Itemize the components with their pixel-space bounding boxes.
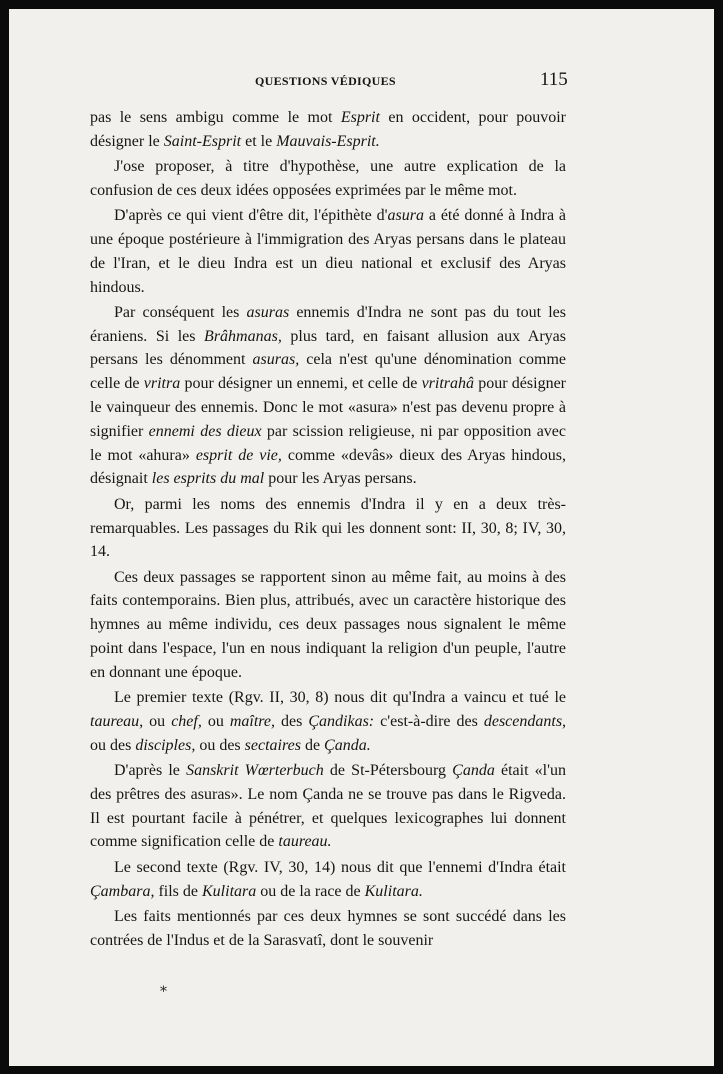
text-run: ennemis d'Indra ne sont pas du tout les éraniens. Si les: [90, 303, 567, 345]
italic-term: Kulitara: [202, 882, 257, 900]
text-run: Le second texte (Rgv. IV, 30, 14) nous dit que l'ennemi d'Indra était: [114, 858, 566, 876]
paragraph: [90, 759, 566, 854]
text-run: ou des: [195, 736, 245, 754]
text-run: par scission religieuse, ni par opposition avec le mot «ahura»: [90, 422, 566, 464]
text-run: ou de la race de: [256, 882, 365, 900]
body-text: [90, 106, 566, 954]
footer-ornament: *: [160, 984, 167, 1000]
italic-term: chef,: [171, 712, 202, 730]
text-run: D'après le: [114, 762, 187, 780]
italic-term: taureau.: [278, 833, 332, 851]
text-run: ou: [143, 712, 172, 730]
page-header: [9, 69, 714, 93]
italic-term: taureau,: [90, 712, 144, 730]
italic-term: Çanda: [452, 762, 495, 780]
italic-term: maître,: [229, 712, 276, 730]
text-run: ou: [201, 712, 230, 730]
text-run: pas le sens ambigu comme le mot: [90, 109, 341, 126]
italic-term: esprit de vie,: [195, 446, 282, 464]
italic-term: descendants,: [483, 712, 567, 730]
italic-term: Mauvais-Esprit.: [276, 132, 380, 150]
text-run: a été donné à Indra à une époque postérieure à l'immigration des Aryas persans dans le plateau de l'Iran, et le dieu Indra est un dieu national et exclusif des Aryas hindous.: [90, 207, 567, 296]
italic-term: Çambara,: [90, 882, 155, 900]
italic-term: disciples,: [135, 736, 196, 754]
text-run: pour désigner le vainqueur des ennemis. Donc le mot «asura» n'est pas devenu propre à signifier: [90, 375, 567, 440]
italic-term: vritrahâ: [421, 375, 475, 393]
text-run: en occident, pour pouvoir désigner le: [90, 109, 566, 150]
italic-term: vritra: [143, 375, 181, 393]
paragraph: [90, 155, 566, 203]
italic-term: asuras: [246, 303, 290, 321]
text-run: pour les Aryas persans.: [264, 470, 417, 488]
page-number: 115: [540, 69, 568, 90]
italic-term: asuras,: [252, 351, 300, 369]
text-run: pour désigner un ennemi, et celle de: [180, 375, 422, 393]
text-run: cela n'est qu'une dénomination comme celle de: [90, 351, 567, 393]
text-run: Les faits mentionnés par ces deux hymnes se sont succédé dans les contrées de l'Indus et de la Sarasvatî, dont le souvenir: [90, 907, 566, 949]
italic-term: Brâhmanas,: [204, 327, 282, 345]
text-run: Par conséquent les: [114, 303, 247, 321]
paragraph: [90, 686, 566, 757]
paragraph: [90, 106, 566, 154]
book-page: [9, 9, 714, 1066]
text-run: était «l'un des prêtres des asuras». Le nom Çanda ne se trouve pas dans le Rigveda. Il est pourtant facile à pénétrer, et quelques lexicographes lui donnent comme signification celle de: [90, 762, 567, 851]
italic-term: les esprits du mal: [151, 470, 265, 488]
paragraph: [90, 905, 566, 953]
italic-term: sectaires: [244, 736, 301, 754]
italic-term: asura: [387, 207, 424, 225]
text-run: fils de: [154, 882, 202, 900]
text-run: c'est-à-dire des: [374, 712, 484, 730]
paragraph: [90, 856, 566, 904]
paragraph: [90, 566, 566, 685]
italic-term: Esprit: [340, 109, 380, 126]
text-run: plus tard, en faisant allusion aux Aryas persans les dénomment: [90, 327, 567, 369]
italic-term: Çandikas:: [308, 712, 375, 730]
italic-term: Kulitara.: [364, 882, 423, 900]
italic-term: Saint-Esprit: [163, 132, 242, 150]
italic-term: Sanskrit Wœrterbuch: [186, 762, 324, 780]
paragraph: [90, 301, 566, 491]
text-run: ou des: [90, 736, 136, 754]
running-title: QUESTIONS VÉDIQUES: [255, 74, 396, 88]
text-run: des: [275, 712, 309, 730]
text-run: de: [300, 736, 325, 754]
text-run: de St-Pétersbourg: [323, 762, 453, 780]
italic-term: ennemi des dieux: [148, 422, 262, 440]
italic-term: Çanda.: [324, 736, 371, 754]
paragraph: [90, 493, 566, 564]
text-run: Ces deux passages se rapportent sinon au même fait, au moins à des faits contemporains. Bien plus, attribués, avec un caractère historique des hymnes au même individu, ces deux passages nous signalent le même point dans l'espace, l'un en nous indiquant la religion d'un peuple, l'autre en donnant une époque.: [90, 568, 566, 681]
text-run: Le premier texte (Rgv. II, 30, 8) nous dit qu'Indra a vaincu et tué le: [114, 689, 566, 707]
text-run: et le: [241, 132, 277, 150]
text-run: J'ose proposer, à titre d'hypothèse, une autre explication de la confusion de ces deux idées opposées exprimées par le même mot.: [90, 158, 566, 199]
text-run: Or, parmi les noms des ennemis d'Indra il y en a deux très-remarquables. Les passages du Rik qui les donnent sont: II, 30, 8; IV, 30, 14.: [90, 495, 566, 561]
text-run: D'après ce qui vient d'être dit, l'épithète d': [114, 207, 388, 225]
text-run: comme «devâs» dieux des Aryas hindous, désignait: [90, 446, 566, 488]
paragraph: [90, 204, 566, 299]
